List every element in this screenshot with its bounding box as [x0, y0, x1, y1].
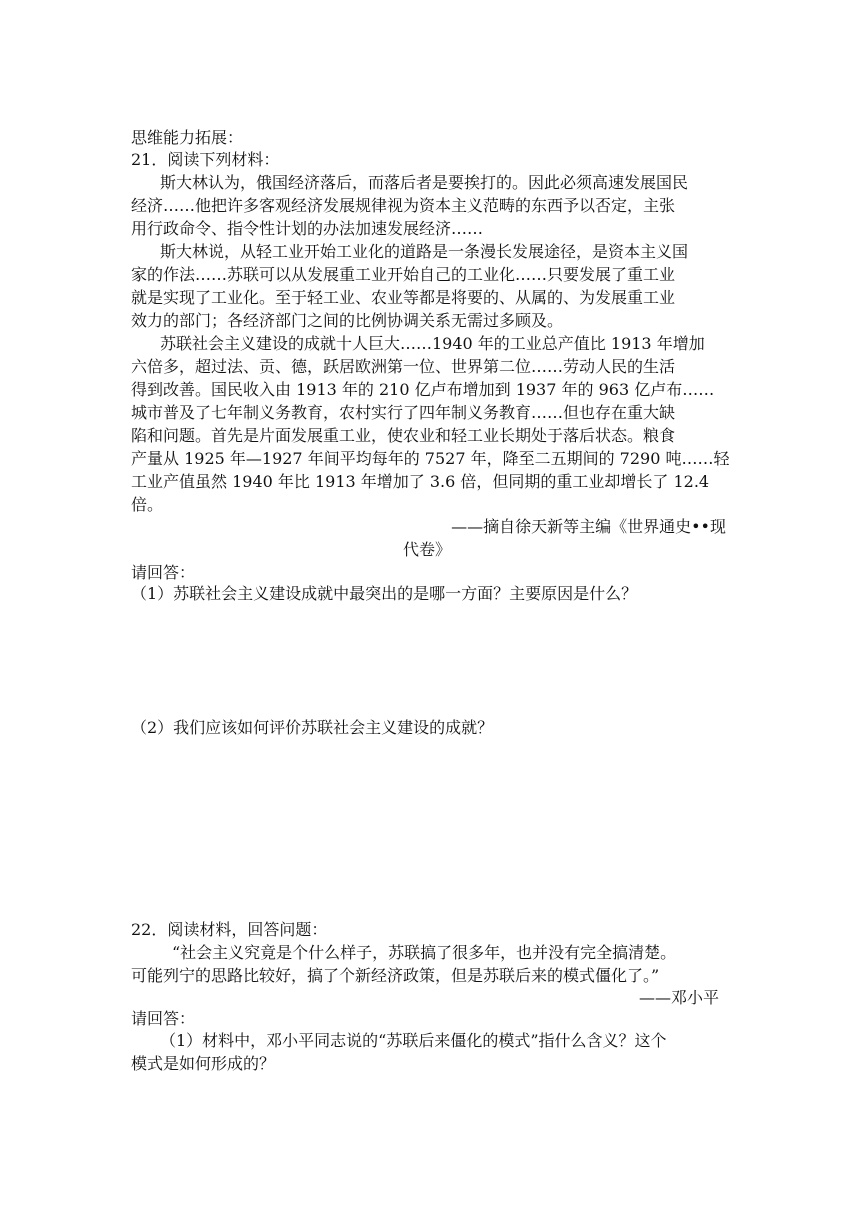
- q22-subquestion-1-line1: （1）材料中，邓小平同志说的“苏联后来僵化的模式”指什么含义？这个: [160, 1031, 667, 1050]
- q21-para2-line3: 就是实现了工业化。至于轻工业、农业等都是将要的、从属的、为发展重工业: [131, 288, 676, 307]
- q22-answer-prompt: 请回答：: [131, 1009, 196, 1028]
- q21-para3-line2: 六倍多，超过法、贡、德，跃居欧洲第一位、世界第二位……劳动人民的生活: [131, 357, 676, 376]
- q21-para3-line5: 陷和问题。首先是片面发展重工业，使农业和轻工业长期处于落后状态。粮食: [131, 426, 676, 445]
- q22-quote-line2: 可能列宁的思路比较好，搞了个新经济政策，但是苏联后来的模式僵化了。”: [131, 966, 660, 985]
- q21-subquestion-2: （2）我们应该如何评价苏联社会主义建设的成就？: [131, 718, 494, 737]
- q21-source-line1: ——摘自徐天新等主编《世界通史••现: [451, 517, 726, 536]
- q21-subquestion-1: （1）苏联社会主义建设成就中最突出的是哪一方面？主要原因是什么？: [131, 584, 638, 603]
- q21-para2-line1: 斯大林说，从轻工业开始工业化的道路是一条漫长发展途径，是资本主义国: [160, 242, 689, 261]
- q21-para2-line4: 效力的部门；各经济部门之间的比例协调关系无需过多顾及。: [131, 311, 564, 330]
- q21-para3-line6: 产量从 1925 年—1927 年间平均每年的 7527 年，降至二五期间的 7290 吨……轻: [131, 449, 730, 468]
- q22-quote-line1: “社会主义究竟是个什么样子，苏联搞了很多年，也并没有完全搞清楚。: [172, 943, 677, 962]
- question-21-heading: 21．阅读下列材料：: [131, 150, 280, 169]
- q21-para1-line2: 经济……他把许多客观经济发展规律视为资本主义范畴的东西予以否定，主张: [131, 196, 676, 215]
- q21-para1-line3: 用行政命令、指令性计划的办法加速发展经济……: [131, 219, 484, 238]
- question-22-heading: 22．阅读材料，回答问题：: [131, 920, 328, 939]
- q21-para1-line1: 斯大林认为，俄国经济落后，而落后者是要挨打的。因此必须高速发展国民: [160, 173, 689, 192]
- q21-source-line2: 代卷》: [403, 540, 452, 559]
- q21-para3-line3: 得到改善。国民收入由 1913 年的 210 亿卢布增加到 1937 年的 963 亿卢布……: [131, 380, 715, 399]
- q21-para2-line2: 家的作法……苏联可以从发展重工业开始自己的工业化……只要发展了重工业: [131, 265, 676, 284]
- q21-para3-line8: 倍。: [131, 495, 164, 514]
- q21-para3-line1: 苏联社会主义建设的成就十人巨大……1940 年的工业总产值比 1913 年增加: [160, 334, 705, 353]
- section-title: 思维能力拓展：: [131, 128, 244, 147]
- q22-source: ——邓小平: [638, 988, 719, 1007]
- q21-answer-prompt: 请回答：: [131, 563, 196, 582]
- q21-para3-line4: 城市普及了七年制义务教育，农村实行了四年制义务教育……但也存在重大缺: [131, 403, 676, 422]
- q21-para3-line7: 工业产值虽然 1940 年比 1913 年增加了 3.6 倍，但同期的重工业却增长了 12.4: [131, 472, 710, 491]
- q22-subquestion-1-line2: 模式是如何形成的？: [131, 1054, 276, 1073]
